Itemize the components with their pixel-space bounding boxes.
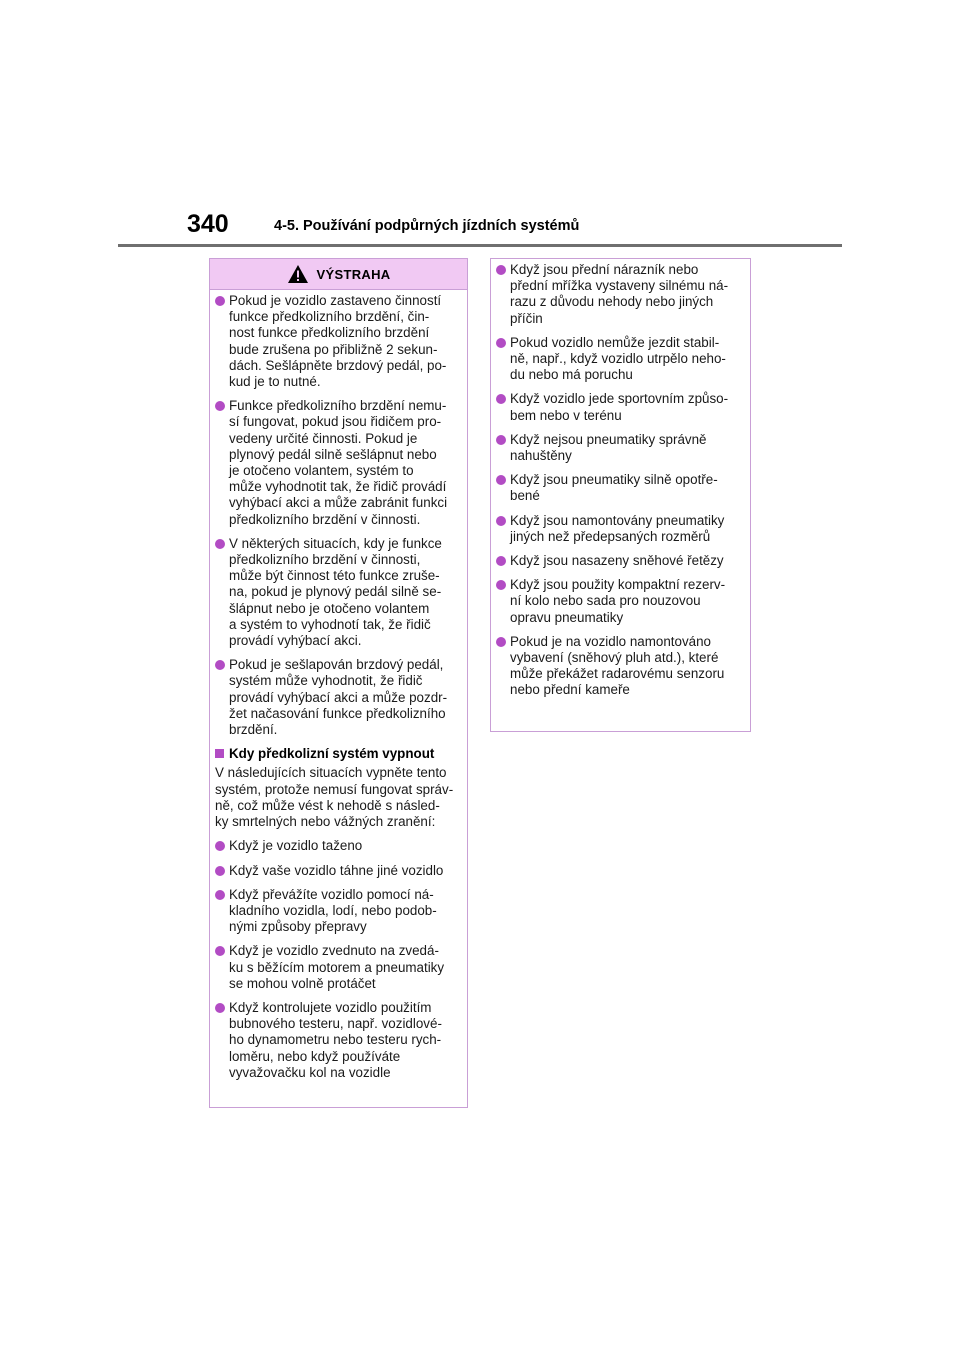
bullet-item-line: kud je to nutné.	[229, 374, 321, 390]
bullet-item	[496, 391, 744, 423]
bullet-dot-icon	[496, 580, 506, 590]
bullet-item	[496, 513, 744, 545]
bullet-item	[215, 398, 461, 528]
bullet-item	[215, 536, 461, 649]
bullet-item-line: vedeny určité činnosti. Pokud je	[229, 430, 418, 446]
bullet-item-line: vyhýbací akci a může zabránit funkci	[229, 495, 448, 511]
bullet-item-line: provádí vyhýbací akci a může pozdr-	[229, 689, 448, 705]
warning-triangle-icon	[287, 264, 309, 284]
bullet-item-line: kladního vozidla, lodí, nebo podob-	[229, 902, 437, 918]
bullet-item	[215, 943, 461, 992]
sub-heading	[215, 746, 461, 762]
warning-content-left	[210, 290, 467, 1081]
bullet-item-line: bem nebo v terénu	[510, 407, 622, 423]
sub-heading-text: Kdy předkolizní systém vypnout	[229, 746, 435, 762]
bullet-item-line: Funkce předkolizního brzdění nemu-	[229, 398, 447, 414]
bullet-item-line: ho dynamometru nebo testeru rych-	[229, 1032, 442, 1048]
square-bullet-icon	[215, 749, 224, 758]
section-title: 4-5. Používání podpůrných jízdních systémů	[274, 218, 580, 234]
header-rule	[118, 244, 842, 247]
bullet-item-line: je otočeno volantem, systém to	[229, 463, 414, 479]
bullet-item	[496, 262, 744, 327]
bullet-item-line: V některých situacích, kdy je funkce	[229, 535, 442, 551]
paragraph-line: ky smrtelných nebo vážných zranění:	[215, 814, 436, 830]
bullet-item-line: opravu pneumatiky	[510, 609, 624, 625]
bullet-item-line: systém může vyhodnotit, že řidič	[229, 673, 423, 689]
page-number: 340	[187, 210, 229, 238]
warning-content-right	[491, 259, 750, 699]
bullet-item	[496, 335, 744, 384]
bullet-item-line: Když vozidlo jede sportovním způso-	[510, 391, 729, 407]
bullet-dot-icon	[215, 296, 225, 306]
bullet-dot-icon	[215, 660, 225, 670]
bullet-item-line: vyvažovačku kol na vozidle	[229, 1064, 391, 1080]
bullet-item-line: Když kontrolujete vozidlo použitím	[229, 999, 432, 1015]
bullet-item	[215, 863, 461, 879]
bullet-item-line: ně, např., když vozidlo utrpělo neho-	[510, 351, 726, 367]
bullet-item-line: brzdění.	[229, 722, 278, 738]
bullet-dot-icon	[496, 475, 506, 485]
warning-list-1	[215, 293, 461, 738]
bullet-item	[215, 1000, 461, 1081]
bullet-item-line: nost funkce předkolizního brzdění	[229, 325, 430, 341]
bullet-item	[215, 657, 461, 738]
bullet-dot-icon	[215, 890, 225, 900]
bullet-item-line: provádí vyhýbací akci.	[229, 633, 362, 649]
bullet-dot-icon	[496, 265, 506, 275]
bullet-item	[496, 634, 744, 699]
paragraph-line: systém, protože nemusí fungovat správ-	[215, 781, 454, 797]
bullet-item-line: se mohou volně protáčet	[229, 975, 376, 991]
bullet-item-line: plynový pedál silně sešlápnut nebo	[229, 446, 437, 462]
bullet-item-line: du nebo má poruchu	[510, 367, 633, 383]
bullet-dot-icon	[215, 841, 225, 851]
bullet-dot-icon	[496, 338, 506, 348]
bullet-item-line: přední mřížka vystaveny silnému ná-	[510, 278, 729, 294]
bullet-item-line: Pokud je vozidlo zastaveno činností	[229, 293, 442, 308]
bullet-dot-icon	[496, 394, 506, 404]
bullet-item-line: na, pokud je plynový pedál silně se-	[229, 584, 442, 600]
bullet-item-line: Když vaše vozidlo táhne jiné vozidlo	[229, 862, 444, 878]
intro-paragraph	[215, 765, 461, 830]
bullet-item-line: šlápnut nebo je otočeno volantem	[229, 600, 430, 616]
bullet-item-line: bude zrušena po přibližně 2 sekun-	[229, 341, 438, 357]
bullet-dot-icon	[496, 516, 506, 526]
warning-title: VÝSTRAHA	[316, 266, 391, 282]
bullet-item	[215, 838, 461, 854]
bullet-item-line: Pokud vozidlo nemůže jezdit stabil-	[510, 334, 720, 350]
bullet-dot-icon	[215, 946, 225, 956]
bullet-item-line: předkolizního brzdění v činnosti.	[229, 511, 421, 527]
bullet-item-line: Když nejsou pneumatiky správně	[510, 431, 707, 447]
bullet-item-line: jiných než předepsaných rozměrů	[510, 528, 711, 544]
paragraph-line: ně, což může vést k nehodě s násled-	[215, 797, 440, 813]
paragraph-line: V následujících situacích vypněte tento	[215, 765, 447, 781]
bullet-item	[496, 577, 744, 626]
bullet-dot-icon	[215, 539, 225, 549]
bullet-item-line: funkce předkolizního brzdění, čin-	[229, 309, 430, 325]
bullet-item-line: příčin	[510, 310, 543, 326]
bullet-item	[496, 432, 744, 464]
bullet-dot-icon	[215, 866, 225, 876]
bullet-item	[215, 887, 461, 936]
bullet-dot-icon	[215, 1003, 225, 1013]
bullet-item-line: vybavení (sněhový pluh atd.), které	[510, 650, 719, 666]
bullet-item-line: Pokud je na vozidlo namontováno	[510, 633, 711, 649]
bullet-item-line: loměru, nebo když používáte	[229, 1048, 401, 1064]
bullet-item-line: Když je vozidlo zvednuto na zvedá-	[229, 943, 439, 959]
bullet-item-line: razu z důvodu nehody nebo jiných	[510, 294, 714, 310]
bullet-item-line: nahuštěny	[510, 448, 572, 464]
bullet-dot-icon	[496, 556, 506, 566]
bullet-item-line: Když je vozidlo taženo	[229, 838, 363, 854]
bullet-item-line: a systém to vyhodnotí tak, že řidič	[229, 616, 431, 632]
bullet-item-line: bené	[510, 488, 540, 504]
warning-list-2	[215, 838, 461, 1081]
warning-box-left	[209, 258, 468, 1108]
bullet-item-line: může vyhodnotit tak, že řidič provádí	[229, 479, 447, 495]
bullet-dot-icon	[496, 637, 506, 647]
bullet-item-line: Pokud je sešlapován brzdový pedál,	[229, 657, 444, 673]
bullet-item-line: sí fungovat, pokud jsou řidičem pro-	[229, 414, 442, 430]
bullet-item	[496, 553, 744, 569]
warning-box-right	[490, 258, 751, 732]
bullet-item-line: předkolizního brzdění v činnosti,	[229, 552, 421, 568]
bullet-item-line: bubnového testeru, např. vozidlové-	[229, 1016, 442, 1032]
bullet-item-line: Když jsou namontovány pneumatiky	[510, 512, 725, 528]
bullet-item-line: ku s běžícím motorem a pneumatiky	[229, 959, 445, 975]
bullet-item	[215, 293, 461, 390]
bullet-item-line: nebo přední kameře	[510, 682, 630, 698]
bullet-item-line: dách. Sešlápněte brzdový pedál, po-	[229, 357, 447, 373]
bullet-item-line: ní kolo nebo sada pro nouzovou	[510, 593, 701, 609]
bullet-item-line: Když jsou přední nárazník nebo	[510, 262, 699, 277]
bullet-item-line: může překážet radarovému senzoru	[510, 666, 725, 682]
bullet-dot-icon	[215, 401, 225, 411]
bullet-dot-icon	[496, 435, 506, 445]
bullet-item-line: Když jsou pneumatiky silně opotře-	[510, 472, 718, 488]
bullet-item-line: Když jsou nasazeny sněhové řetězy	[510, 553, 724, 569]
warning-header	[210, 259, 467, 290]
bullet-item-line: Když jsou použity kompaktní rezerv-	[510, 577, 726, 593]
bullet-item-line: může být činnost této funkce zruše-	[229, 568, 440, 584]
bullet-item-line: žet načasování funkce předkolizního	[229, 705, 446, 721]
bullet-item-line: Když převážíte vozidlo pomocí ná-	[229, 886, 434, 902]
bullet-item	[496, 472, 744, 504]
bullet-item-line: nými způsoby přepravy	[229, 919, 367, 935]
